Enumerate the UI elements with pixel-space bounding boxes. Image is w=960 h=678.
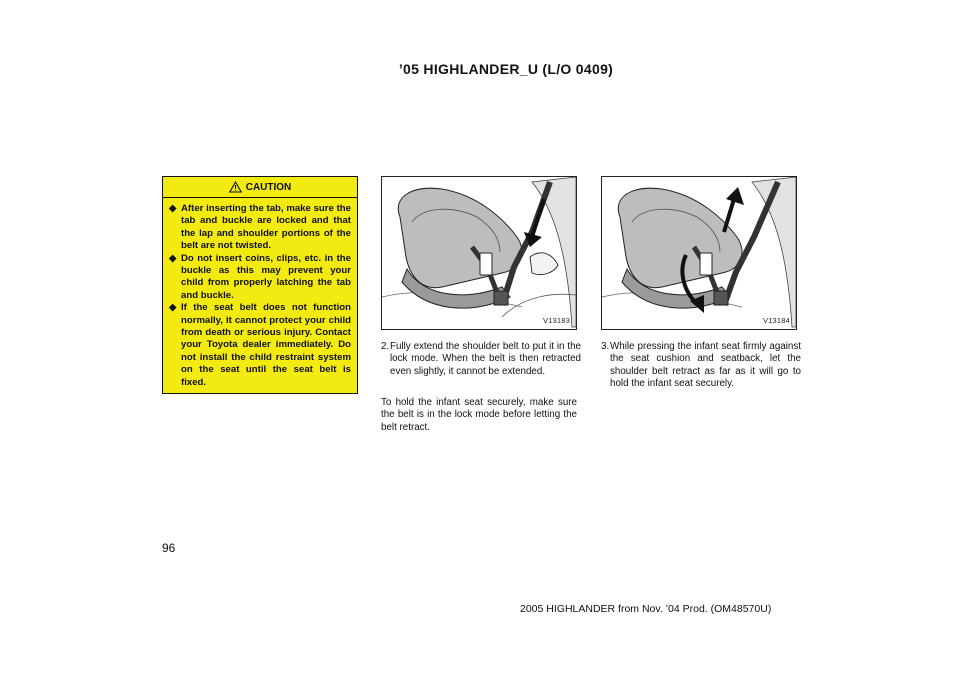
figure-extend-belt xyxy=(381,176,577,330)
diamond-bullet-icon: ◆ xyxy=(169,203,177,214)
step-3 xyxy=(601,341,801,391)
figure-retract-belt xyxy=(601,176,797,330)
diamond-bullet-icon: ◆ xyxy=(169,252,177,264)
infant-seat-illustration xyxy=(382,177,576,329)
step-text: While pressing the infant seat firmly against the seat cushion and seatback, let the shoulder belt retract as far as it will go to hold the infant seat securely. xyxy=(610,341,801,390)
diamond-bullet-icon: ◆ xyxy=(169,302,177,314)
caution-item: ◆ If the seat belt does not function normally, it cannot protect your child from death or serious injury. Contact your Toyota dealer immediately. Do not install the child restraint system on the seat until the seat belt is fixed. xyxy=(169,302,351,388)
page-number: 96 xyxy=(162,541,176,555)
note-paragraph: To hold the infant seat securely, make sure the belt is in the lock mode before letting the belt retract. xyxy=(381,397,577,433)
caution-title: CAUTION xyxy=(245,181,292,193)
step-number: 3. xyxy=(601,341,610,352)
caution-list xyxy=(163,198,357,389)
figure-code: V13183 xyxy=(542,316,570,325)
step-text: Fully extend the shoulder belt to put it in the lock mode. When the belt is then retracted even slightly, it cannot be extended. xyxy=(390,341,581,377)
footer: 2005 HIGHLANDER from Nov. ’04 Prod. (OM48570U) xyxy=(520,603,772,615)
caution-box xyxy=(162,176,358,394)
caution-item: ◆ Do not insert coins, clips, etc. in the buckle as this may prevent your child from properly latching the tab and buckle. xyxy=(169,252,351,301)
caution-heading xyxy=(163,181,357,193)
warning-triangle-icon xyxy=(229,181,242,193)
figure-code: V13184 xyxy=(762,316,790,325)
caution-item: ◆ After inserting the tab, make sure the tab and buckle are locked and that the lap and shoulder portions of the belt are not twisted. xyxy=(169,203,351,252)
infant-seat-illustration xyxy=(602,177,796,329)
step-number: 2. xyxy=(381,341,390,352)
running-header: ’05 HIGHLANDER_U (L/O 0409) xyxy=(398,61,614,77)
step-2 xyxy=(381,341,581,378)
